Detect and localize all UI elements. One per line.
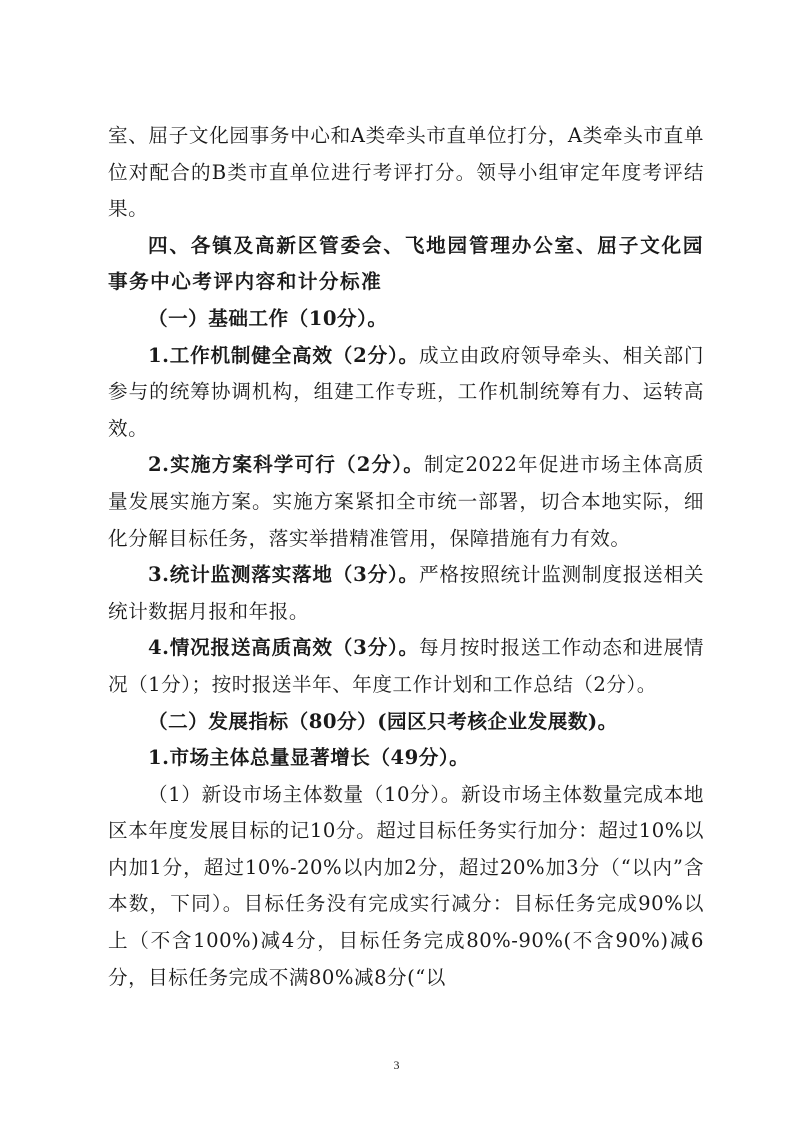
paragraph-continuation [108,118,704,228]
item-text: 制定2022年促进市场主体高质量发展实施方案。实施方案紧扣全市统一部署，切合本地实际，细化分解目标任务，落实举措精准管用，保障措施有力有效。 [108,453,704,550]
item-text: 每月按时报送工作动态和进展情况（1分）；按时报送半年、年度工作计划和工作总结（2分）。 [108,636,705,696]
page-number: 3 [393,1058,400,1072]
item-lead: 4.情况报送高质高效（3分）。 [148,636,419,660]
item-text: 成立由政府领导牵头、相关部门参与的统筹协调机构，组建工作专班，工作机制统筹有力、运转高效。 [108,343,705,440]
paragraph-plain [108,777,704,997]
subsection-heading [108,301,704,338]
item-lead: 1.工作机制健全高效（2分）。 [148,343,419,367]
list-item [108,447,704,557]
list-item [108,338,704,448]
item-lead: 2.实施方案科学可行（2分）。 [148,453,424,477]
subsection-heading-text: （一）基础工作（10分）。 [148,306,388,330]
item-text: 严格按照统计监测制度报送相关统计数据月报和年报。 [108,563,705,623]
subsection-heading-text: （二）发展指标（80分）(园区只考核企业发展数)。 [148,709,618,733]
subsection-heading [108,704,704,741]
section-heading [108,228,704,301]
document-body [108,118,704,996]
list-item [108,740,704,777]
paragraph-text: （1）新设市场主体数量（10分）。新设市场主体数量完成本地区本年度发展目标的记10分。超过目标任务实行加分：超过10%以内加1分，超过10%-20%以内加2分，超过20%加3分（“以内”含本数，下同）。目标任务没有完成实行减分：目标任务完成90%以上（不含100%)减4分，目标任务完成80%-90%(不含90%)减6分，目标任务完成不满80%减8分(“以 [108,782,704,989]
item-lead: 1.市场主体总量显著增长（49分）。 [148,746,470,770]
paragraph-text: 室、屈子文化园事务中心和A类牵头市直单位打分，A类牵头市直单位对配合的B类市直单位进行考评打分。领导小组审定年度考评结果。 [108,124,704,221]
list-item [108,630,704,703]
item-lead: 3.统计监测落实落地（3分）。 [148,563,419,587]
list-item [108,557,704,630]
section-heading-text: 四、各镇及高新区管委会、飞地园管理办公室、屈子文化园事务中心考评内容和计分标准 [108,233,704,294]
